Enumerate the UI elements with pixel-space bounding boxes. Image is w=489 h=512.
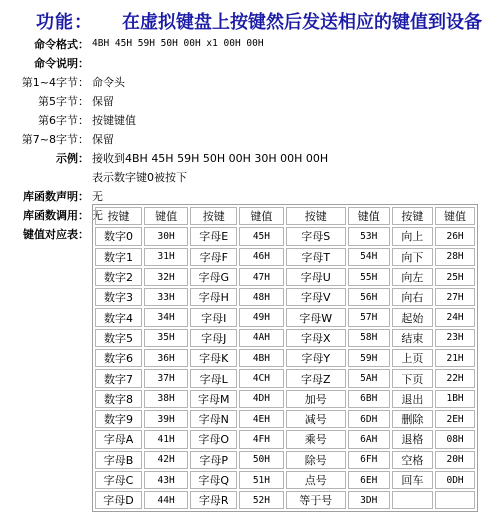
key-value-cell: 2EH [435, 410, 475, 428]
key-value-cell: 4DH [239, 390, 283, 408]
key-value-cell: 39H [144, 410, 188, 428]
key-value-cell: 21H [435, 349, 475, 367]
key-value-cell: 33H [144, 288, 188, 306]
key-value-cell: 36H [144, 349, 188, 367]
key-name-cell: 字母C [95, 471, 142, 489]
info-value: 接收到4BH 45H 59H 50H 00H 30H 00H 00H [92, 152, 329, 165]
info-row [0, 148, 489, 167]
key-value-cell: 52H [239, 491, 283, 509]
key-name-cell: 字母B [95, 451, 142, 469]
key-value-cell: 31H [144, 248, 188, 266]
key-name-cell: 字母P [190, 451, 237, 469]
key-name-cell: 上页 [392, 349, 434, 367]
info-label: 键值对应表： [23, 228, 89, 241]
key-name-cell: 字母X [286, 329, 346, 347]
table-row [95, 268, 475, 286]
key-value-cell: 34H [144, 308, 188, 326]
key-name-cell: 起始 [392, 308, 434, 326]
info-label: 库函数声明： [23, 190, 89, 203]
key-value-cell: 58H [348, 329, 390, 347]
key-value-cell: 20H [435, 451, 475, 469]
key-value-cell: 59H [348, 349, 390, 367]
info-value: 无 [92, 209, 103, 222]
table-row [95, 329, 475, 347]
key-value-cell: 51H [239, 471, 283, 489]
key-name-cell: 退出 [392, 390, 434, 408]
key-name-cell: 字母H [190, 288, 237, 306]
key-name-cell: 数字8 [95, 390, 142, 408]
info-row [0, 186, 489, 205]
header-key: 按键 [392, 207, 434, 225]
key-value-cell: 35H [144, 329, 188, 347]
title-text: 在虚拟键盘上按键然后发送相应的键值到设备 [122, 12, 482, 33]
header-value: 键值 [435, 207, 475, 225]
key-name-cell: 字母U [286, 268, 346, 286]
key-name-cell: 数字1 [95, 248, 142, 266]
key-value-cell: 6AH [348, 430, 390, 448]
key-name-cell: 字母L [190, 369, 237, 387]
key-value-cell: 1BH [435, 390, 475, 408]
page-title [0, 8, 489, 34]
key-name-cell: 字母M [190, 390, 237, 408]
key-value-cell: 6BH [348, 390, 390, 408]
key-name-cell: 字母V [286, 288, 346, 306]
key-value-cell: 47H [239, 268, 283, 286]
key-value-cell: 3DH [348, 491, 390, 509]
key-value-cell: 4BH [239, 349, 283, 367]
table-row [95, 451, 475, 469]
key-value-cell: 43H [144, 471, 188, 489]
key-value-cell: 22H [435, 369, 475, 387]
key-value-cell: 49H [239, 308, 283, 326]
key-value-cell: 4AH [239, 329, 283, 347]
key-name-cell: 乘号 [286, 430, 346, 448]
key-value-cell: 55H [348, 268, 390, 286]
key-name-cell: 减号 [286, 410, 346, 428]
key-name-cell: 除号 [286, 451, 346, 469]
info-value: 按键键值 [92, 114, 136, 127]
info-row [0, 129, 489, 148]
key-value-cell: 23H [435, 329, 475, 347]
key-name-cell: 向左 [392, 268, 434, 286]
header-key: 按键 [286, 207, 346, 225]
key-name-cell: 字母Z [286, 369, 346, 387]
key-name-cell: 数字4 [95, 308, 142, 326]
info-label: 第5字节： [38, 95, 89, 108]
key-value-cell: 30H [144, 227, 188, 245]
header-value: 键值 [348, 207, 390, 225]
key-value-cell: 37H [144, 369, 188, 387]
table-row [95, 349, 475, 367]
info-value: 命令头 [92, 76, 125, 89]
info-label: 第7~8字节： [21, 133, 89, 146]
info-label: 库函数调用： [23, 209, 89, 222]
table-row [95, 248, 475, 266]
key-value-cell: 45H [239, 227, 283, 245]
key-name-cell: 字母Y [286, 349, 346, 367]
key-value-cell: 6DH [348, 410, 390, 428]
key-value-cell: 46H [239, 248, 283, 266]
key-name-cell: 点号 [286, 471, 346, 489]
info-row [0, 34, 489, 53]
info-label: 示例： [56, 152, 89, 165]
info-row [0, 110, 489, 129]
key-name-cell: 加号 [286, 390, 346, 408]
info-value: 表示数字键0被按下 [92, 171, 187, 184]
table-row [95, 430, 475, 448]
key-name-cell: 字母R [190, 491, 237, 509]
key-value-cell: 0DH [435, 471, 475, 489]
table-row [95, 369, 475, 387]
key-name-cell: 数字2 [95, 268, 142, 286]
key-name-cell: 字母I [190, 308, 237, 326]
table-header-row [95, 207, 475, 225]
key-name-cell: 字母D [95, 491, 142, 509]
key-name-cell: 字母F [190, 248, 237, 266]
key-name-cell [392, 491, 434, 509]
header-key: 按键 [95, 207, 142, 225]
key-value-cell: 6FH [348, 451, 390, 469]
key-value-cell: 48H [239, 288, 283, 306]
key-value-cell: 08H [435, 430, 475, 448]
key-name-cell: 字母T [286, 248, 346, 266]
key-name-cell: 回车 [392, 471, 434, 489]
key-value-cell: 4CH [239, 369, 283, 387]
header-value: 键值 [239, 207, 283, 225]
key-name-cell: 向右 [392, 288, 434, 306]
key-value-cell: 24H [435, 308, 475, 326]
key-name-cell: 字母A [95, 430, 142, 448]
key-name-cell: 字母G [190, 268, 237, 286]
info-value: 4BH 45H 59H 50H 00H x1 00H 00H [92, 38, 264, 49]
key-value-cell: 41H [144, 430, 188, 448]
key-name-cell: 字母K [190, 349, 237, 367]
info-label: 第6字节： [38, 114, 89, 127]
key-value-cell: 57H [348, 308, 390, 326]
key-value-cell: 54H [348, 248, 390, 266]
key-value-cell: 32H [144, 268, 188, 286]
info-value: 保留 [92, 95, 114, 108]
key-name-cell: 字母W [286, 308, 346, 326]
info-value: 保留 [92, 133, 114, 146]
key-value-table [92, 204, 478, 512]
table-row [95, 491, 475, 509]
key-value-cell: 28H [435, 248, 475, 266]
key-value-cell: 50H [239, 451, 283, 469]
key-name-cell: 数字6 [95, 349, 142, 367]
key-name-cell: 字母S [286, 227, 346, 245]
key-name-cell: 下页 [392, 369, 434, 387]
key-name-cell: 字母O [190, 430, 237, 448]
key-name-cell: 删除 [392, 410, 434, 428]
key-name-cell: 结束 [392, 329, 434, 347]
title-label: 功能： [36, 12, 93, 33]
key-name-cell: 数字7 [95, 369, 142, 387]
table-row [95, 308, 475, 326]
key-name-cell: 字母Q [190, 471, 237, 489]
key-name-cell: 数字9 [95, 410, 142, 428]
key-name-cell: 字母N [190, 410, 237, 428]
key-name-cell: 字母E [190, 227, 237, 245]
key-value-cell [435, 491, 475, 509]
info-row [0, 91, 489, 110]
key-name-cell: 数字3 [95, 288, 142, 306]
info-row [0, 53, 489, 72]
table-row [95, 471, 475, 489]
key-value-cell: 4EH [239, 410, 283, 428]
key-name-cell: 数字5 [95, 329, 142, 347]
key-name-cell: 空格 [392, 451, 434, 469]
key-name-cell: 退格 [392, 430, 434, 448]
table-row [95, 390, 475, 408]
key-value-cell: 44H [144, 491, 188, 509]
key-value-cell: 26H [435, 227, 475, 245]
header-value: 键值 [144, 207, 188, 225]
key-value-cell: 56H [348, 288, 390, 306]
info-row [0, 167, 489, 186]
key-name-cell: 数字0 [95, 227, 142, 245]
table-row [95, 288, 475, 306]
key-value-cell: 25H [435, 268, 475, 286]
info-value: 无 [92, 190, 103, 203]
table-row [95, 410, 475, 428]
key-value-cell: 53H [348, 227, 390, 245]
key-value-cell: 42H [144, 451, 188, 469]
info-row [0, 72, 489, 91]
key-name-cell: 向下 [392, 248, 434, 266]
key-name-cell: 字母J [190, 329, 237, 347]
header-key: 按键 [190, 207, 237, 225]
key-value-cell: 27H [435, 288, 475, 306]
key-value-cell: 5AH [348, 369, 390, 387]
info-label: 第1~4字节： [21, 76, 89, 89]
key-name-cell: 向上 [392, 227, 434, 245]
table-row [95, 227, 475, 245]
key-value-cell: 4FH [239, 430, 283, 448]
key-value-cell: 38H [144, 390, 188, 408]
key-value-cell: 6EH [348, 471, 390, 489]
key-name-cell: 等于号 [286, 491, 346, 509]
info-label: 命令说明： [34, 57, 89, 70]
info-label: 命令格式： [34, 38, 89, 51]
